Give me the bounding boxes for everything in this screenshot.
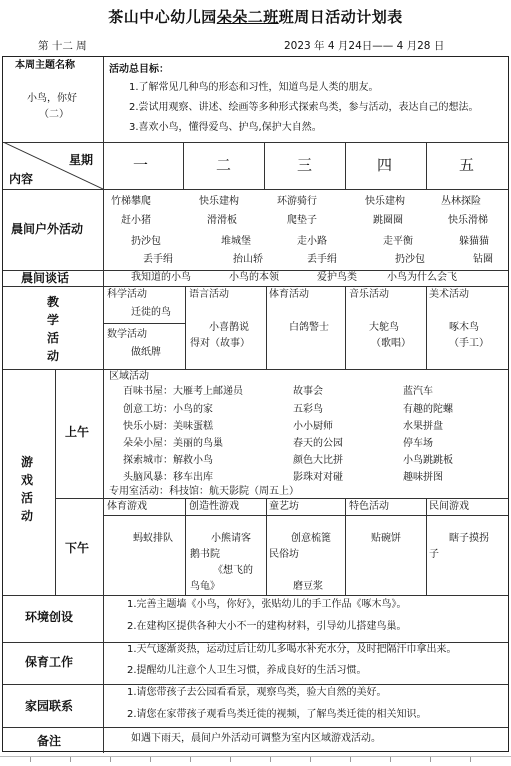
pm-creative-line: 鸟龟》 — [190, 581, 220, 592]
talk-topic: 小鸟的本领 — [229, 272, 279, 283]
day-header: 四 — [377, 156, 393, 174]
day-header: 三 — [297, 156, 313, 174]
outdoor-activity: 扔沙包 — [395, 254, 425, 265]
care-item: 2.提醒幼儿注意个人卫生习惯，养成良好的生活习惯。 — [127, 665, 367, 676]
special-room-activity: 专用室活动：科技馆：航天影院（周五上） — [109, 486, 299, 497]
outdoor-activity: 走小路 — [297, 236, 327, 247]
outdoor-activity: 抬山轿 — [233, 254, 263, 265]
outdoor-activity: 环游骑行 — [277, 196, 317, 207]
environment-item: 2.在建构区提供各种大小不一的建构材料，引导幼儿搭建鸟巢。 — [127, 621, 407, 632]
music-line: 大鸵鸟 — [369, 322, 399, 333]
area-item: 朵朵小屋：美丽的鸟巢 — [123, 438, 223, 449]
pm-folk-line: 创意梳篦 — [291, 533, 331, 544]
pm-creative-line: 《想飞的 — [213, 565, 253, 576]
science-item: 迁徙的鸟 — [131, 307, 171, 318]
goal-item: 1.了解常见几种鸟的形态和习性，知道鸟是人类的朋友。 — [129, 82, 379, 93]
kindergarten-name: 茶山中心幼儿园 — [108, 8, 217, 26]
area-item: 颜色大比拼 — [293, 455, 343, 466]
pm-creative-title: 创造性游戏 — [189, 501, 239, 512]
pe-title: 体育活动 — [269, 289, 309, 300]
art-line: 啄木鸟 — [449, 322, 479, 333]
environment-label: 环境创设 — [25, 610, 74, 624]
am-label: 上午 — [65, 425, 90, 439]
date-range: 2023 年 4 月24日—— 4 月28 日 — [284, 40, 445, 52]
area-item: 故事会 — [293, 386, 323, 397]
teaching-label-char: 活 — [47, 331, 60, 345]
outdoor-activity: 快乐建构 — [365, 196, 405, 207]
area-item: 小鸟跳跳板 — [403, 455, 453, 466]
page-ruler — [0, 756, 511, 766]
area-item: 蓝汽车 — [403, 386, 433, 397]
page-title — [0, 6, 511, 27]
area-item: 五彩鸟 — [293, 404, 323, 415]
outdoor-activity: 快乐滑梯 — [448, 215, 488, 226]
area-item: 创意工坊：小鸟的家 — [123, 404, 213, 415]
language-title: 语言活动 — [189, 289, 229, 300]
pm-special-item: 贴碗饼 — [371, 533, 401, 544]
outdoor-activity: 跳圈圈 — [373, 215, 403, 226]
teaching-label-char: 动 — [47, 349, 60, 363]
week-label: 第 十二 周 — [38, 40, 87, 52]
pm-folk-line: 磨豆浆 — [293, 581, 323, 592]
pe-item: 白鸽警士 — [289, 322, 329, 333]
art-title: 美术活动 — [429, 289, 469, 300]
goal-item: 2.尝试用观察、讲述、绘画等多种形式探索鸟类，参与活动，表达自己的想法。 — [129, 102, 479, 113]
teaching-label-char: 学 — [47, 313, 60, 327]
class-name: 朵朵二班 — [216, 8, 279, 26]
science-title: 科学活动 — [107, 289, 147, 300]
outdoor-activity: 丢手绢 — [307, 254, 337, 265]
theme-name-line1: 小鸟，你好 — [27, 93, 77, 104]
talk-topic: 我知道的小鸟 — [131, 272, 191, 283]
pm-folk-line: 民俗坊 — [269, 549, 299, 560]
pm-trad-line: 瞎子摸拐 — [449, 533, 489, 544]
outdoor-activity: 扔沙包 — [131, 236, 161, 247]
outdoor-activity: 快乐建构 — [199, 196, 239, 207]
environment-item: 1.完善主题墙《小鸟，你好》，张贴幼儿的手工作品《啄木鸟》。 — [127, 599, 407, 610]
language-line: 小喜鹊说 — [209, 322, 249, 333]
area-item: 头脑风暴：移车出库 — [123, 472, 213, 483]
outdoor-activity: 丛林探险 — [441, 196, 481, 207]
game-label-char: 戏 — [21, 473, 34, 487]
music-line: （歌唱） — [371, 338, 411, 349]
care-item: 1.天气逐渐炎热，运动过后让幼儿多喝水补充水分，及时把隔汗巾拿出来。 — [127, 644, 457, 655]
pm-creative-line: 鹅书院 — [190, 549, 220, 560]
outdoor-label: 晨间户外活动 — [11, 222, 84, 236]
talk-topic: 小鸟为什么会飞 — [387, 272, 457, 283]
outdoor-activity: 走平衡 — [383, 236, 413, 247]
game-label-char: 游 — [21, 455, 34, 469]
outdoor-activity: 爬垫子 — [287, 215, 317, 226]
math-title: 数学活动 — [107, 329, 147, 340]
family-label: 家园联系 — [25, 699, 74, 713]
area-item: 小小厨师 — [293, 421, 333, 432]
pm-trad-title: 民间游戏 — [429, 501, 469, 512]
area-item: 春天的公园 — [293, 438, 343, 449]
pm-sports-item: 蚂蚁排队 — [133, 533, 173, 544]
music-title: 音乐活动 — [349, 289, 389, 300]
area-item: 水果拼盘 — [403, 421, 443, 432]
outdoor-activity: 堆城堡 — [221, 236, 251, 247]
goal-item: 3.喜欢小鸟，懂得爱鸟、护鸟,保护大自然。 — [129, 122, 322, 133]
teaching-label-char: 教 — [47, 295, 60, 309]
notes-text: 如遇下雨天，晨间户外活动可调整为室内区域游戏活动。 — [131, 733, 381, 744]
math-item: 做纸牌 — [131, 347, 161, 358]
outdoor-activity: 滑滑板 — [207, 215, 237, 226]
family-item: 2.请您在家带孩子观看鸟类迁徙的视频，了解鸟类迁徙的相关知识。 — [127, 709, 427, 720]
theme-name-line2: （二） — [39, 109, 69, 120]
title-suffix: 班周日活动计划表 — [278, 8, 403, 26]
outdoor-activity: 丢手绢 — [143, 254, 173, 265]
area-item: 有趣的陀螺 — [403, 404, 453, 415]
game-label-char: 活 — [21, 491, 34, 505]
pm-sports-title: 体育游戏 — [107, 501, 147, 512]
outdoor-activity: 赶小猪 — [121, 215, 151, 226]
care-label: 保育工作 — [25, 655, 74, 669]
plan-table — [2, 56, 509, 752]
talk-topic: 爱护鸟类 — [317, 272, 357, 283]
pm-folk-title: 童艺坊 — [269, 501, 299, 512]
notes-label: 备注 — [37, 734, 62, 748]
day-header: 二 — [216, 156, 232, 174]
game-label-char: 动 — [21, 509, 34, 523]
day-header: 五 — [459, 156, 475, 174]
day-header: 一 — [133, 156, 149, 174]
pm-special-title: 特色活动 — [349, 501, 389, 512]
area-item: 百味书屋：大雁考上邮递员 — [123, 386, 243, 397]
talk-label: 晨间谈话 — [21, 271, 70, 285]
goals-title: 活动总目标： — [109, 64, 169, 75]
area-title: 区域活动 — [109, 371, 149, 382]
family-item: 1.请您带孩子去公园看看景，观察鸟类，验大自然的美好。 — [127, 687, 387, 698]
outdoor-activity: 躲猫猫 — [459, 236, 489, 247]
weekday-label: 星期 — [69, 153, 94, 167]
area-item: 探索城市：解救小鸟 — [123, 455, 213, 466]
outdoor-activity: 钻圈 — [473, 254, 493, 265]
pm-trad-line: 子 — [429, 549, 439, 560]
theme-heading: 本周主题名称 — [15, 60, 75, 71]
area-item: 快乐小厨：美味蛋糕 — [123, 421, 213, 432]
content-label: 内容 — [9, 172, 34, 186]
area-item: 停车场 — [403, 438, 433, 449]
pm-label: 下午 — [65, 541, 90, 555]
area-item: 趣味拼图 — [403, 472, 443, 483]
outdoor-activity: 竹梯攀爬 — [111, 196, 151, 207]
pm-creative-line: 小熊请客 — [211, 533, 251, 544]
language-line: 得对（故事） — [190, 338, 250, 349]
art-line: （手工） — [449, 338, 489, 349]
area-item: 影珠对对碰 — [293, 472, 343, 483]
